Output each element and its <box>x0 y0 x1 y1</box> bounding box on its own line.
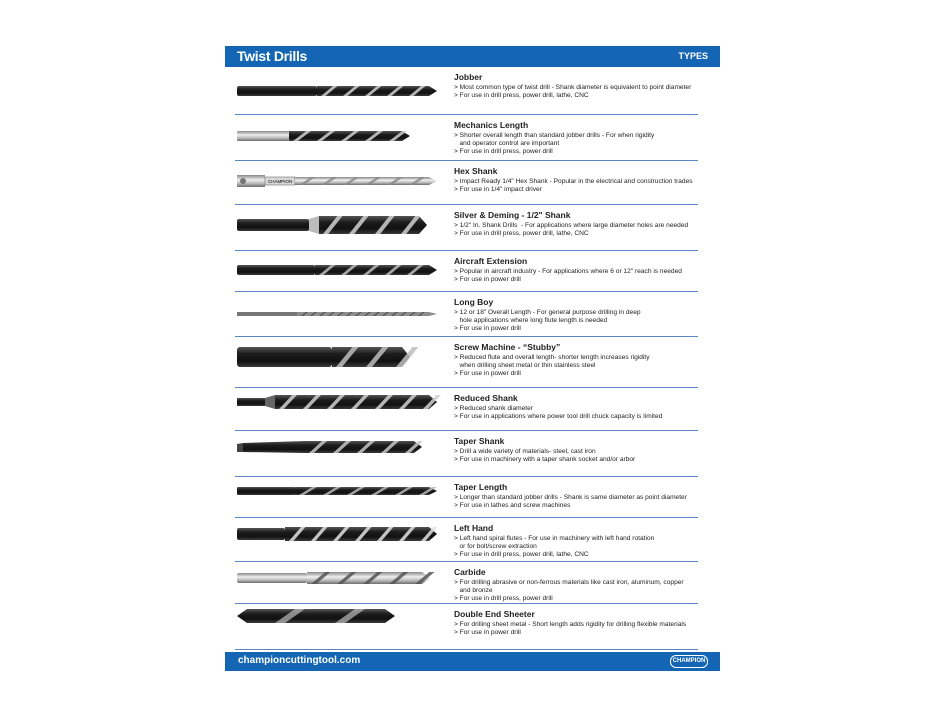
drill-description-line: and bronze <box>454 587 493 594</box>
page-title: Twist Drills <box>237 48 308 64</box>
drill-description-line: > Reduced shank diameter <box>454 405 533 412</box>
footer-bar <box>225 652 720 671</box>
drill-description-line: > For use in power drill <box>454 629 521 636</box>
drill-image <box>235 211 445 244</box>
header-bar <box>225 46 720 67</box>
drill-description-line: > 1/2" In. Shank Drills - For applications where large diameter holes are needed <box>454 222 689 229</box>
drill-name: Silver & Deming - 1/2" Shank <box>454 210 571 220</box>
drill-image <box>235 122 445 155</box>
drill-row <box>225 518 720 562</box>
drill-description-line: > Longer than standard jobber drills - Shank is same diameter as point diameter <box>454 494 687 501</box>
drill-image <box>235 167 445 200</box>
drill-row <box>225 67 720 115</box>
drill-description-line: when drilling sheet metal or thin stainless steel <box>454 362 596 369</box>
drill-info <box>454 436 716 464</box>
drill-name: Taper Length <box>454 482 508 492</box>
drill-description-line: > For use in drill press, power drill, lathe, CNC <box>454 92 589 99</box>
drill-description-line: > For use in lathes and screw machines <box>454 502 571 509</box>
drill-description-line: > Drill a wide variety of materials- steel, cast iron <box>454 448 596 455</box>
drill-image <box>235 300 445 333</box>
drill-description-line: > For drilling abrasive or non-ferrous materials like cast iron, aluminum, copper <box>454 579 684 586</box>
drill-row <box>225 161 720 205</box>
drill-row <box>225 477 720 518</box>
drill-row <box>225 388 720 431</box>
drill-image <box>235 256 445 289</box>
drill-name: Mechanics Length <box>454 120 529 130</box>
row-divider <box>235 649 698 650</box>
drill-image <box>235 477 445 510</box>
drill-name: Screw Machine - “Stubby” <box>454 342 561 352</box>
drill-description-line: > For use in power drill <box>454 325 521 332</box>
drill-name: Long Boy <box>454 297 494 307</box>
drill-image <box>235 602 445 635</box>
website-link[interactable]: championcuttingtool.com <box>238 655 361 666</box>
drill-name: Double End Sheeter <box>454 609 535 619</box>
drill-description-line: > Left hand spiral flutes - For use in machinery with left hand rotation <box>454 535 655 542</box>
drill-description-line: > 12 or 18" Overall Length - For general purpose drilling in deep <box>454 309 641 316</box>
section-label: TYPES <box>678 51 708 61</box>
drill-image <box>235 388 445 421</box>
product-sheet <box>225 46 720 671</box>
drill-image <box>235 433 445 466</box>
drill-info <box>454 523 716 559</box>
drill-description-line: or for bolt/screw extraction <box>454 543 537 550</box>
drill-description-line: > Impact Ready 1/4" Hex Shank - Popular in the electrical and construction trades <box>454 178 693 185</box>
drill-info <box>454 609 716 637</box>
drill-name: Taper Shank <box>454 436 505 446</box>
drill-row <box>225 562 720 604</box>
drill-image <box>235 77 445 110</box>
drill-description-line: > For use in power drill <box>454 276 521 283</box>
hex-shank-label: CHAMPION <box>268 179 293 184</box>
drill-row <box>225 292 720 337</box>
drill-description-line: > For use in drill press, power drill, lathe, CNC <box>454 551 589 558</box>
drill-name: Left Hand <box>454 523 494 533</box>
drill-info <box>454 256 716 284</box>
drill-row <box>225 604 720 650</box>
drill-info <box>454 166 716 194</box>
drill-description-line: > Popular in aircraft industry - For applications where 6 or 12" reach is needed <box>454 268 682 275</box>
drill-name: Hex Shank <box>454 166 498 176</box>
drill-info <box>454 210 716 238</box>
drill-image <box>235 520 445 553</box>
drill-info <box>454 297 716 333</box>
drill-name: Carbide <box>454 567 486 577</box>
drill-description-line: > For use in drill press, power drill <box>454 595 553 602</box>
drill-image <box>235 564 445 597</box>
drill-image <box>235 343 445 376</box>
drill-description-line: > For use in drill press, power drill <box>454 148 553 155</box>
drill-row <box>225 115 720 161</box>
drill-description-line: > For use in machinery with a taper shank socket and/or arbor <box>454 456 636 463</box>
drill-info <box>454 120 716 156</box>
drill-info <box>454 482 716 510</box>
drill-description-line: hole applications where long flute length is needed <box>454 317 608 324</box>
drill-name: Jobber <box>454 72 483 82</box>
drill-info <box>454 393 716 421</box>
drill-row <box>225 251 720 292</box>
drill-name: Reduced Shank <box>454 393 518 403</box>
drill-row <box>225 337 720 388</box>
drill-row <box>225 205 720 251</box>
drill-description-line: > Shorter overall length than standard jobber drills - For when rigidity <box>454 132 655 139</box>
drill-info <box>454 342 716 378</box>
champion-logo: CHAMPION <box>670 655 708 668</box>
drill-description-line: > For use in power drill <box>454 370 521 377</box>
drill-description-line: > For drilling sheet metal - Short length adds rigidity for drilling flexible materials <box>454 621 687 628</box>
drill-description-line: and operator control are important <box>454 140 560 147</box>
drill-description-line: > For use in drill press, power drill, lathe, CNC <box>454 230 589 237</box>
drill-description-line: > For use in applications where power tool drill chuck capacity is limited <box>454 413 663 420</box>
drill-description-line: > For use in 1/4" impact driver <box>454 186 542 193</box>
drill-name: Aircraft Extension <box>454 256 528 266</box>
drill-info <box>454 567 716 603</box>
drill-row <box>225 431 720 477</box>
drill-description-line: > Reduced flute and overall length- shorter length increases rigidity <box>454 354 650 361</box>
drill-info <box>454 72 716 100</box>
drill-description-line: > Most common type of twist drill - Shank diameter is equivalent to point diameter <box>454 84 692 91</box>
